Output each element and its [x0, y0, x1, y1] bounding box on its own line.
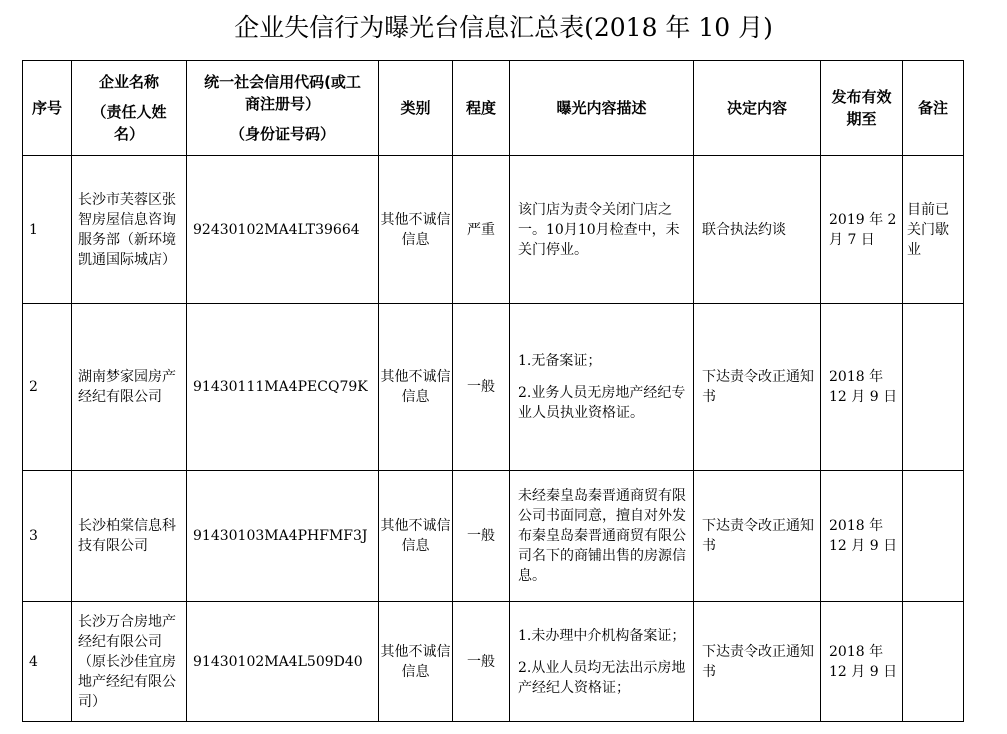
header-code-line2: 商注册号）: [244, 95, 320, 113]
cell-credit-code: 91430103MA4PHFMF3J: [187, 471, 379, 602]
description-paragraph: 1.未办理中介机构备案证；: [518, 627, 686, 644]
cell-category: 其他不诚信信息: [379, 471, 453, 602]
header-row: [23, 61, 964, 156]
header-description: 曝光内容描述: [510, 61, 694, 156]
cell-credit-code: 91430102MA4L509D40: [187, 602, 379, 722]
cell-category: 其他不诚信信息: [379, 156, 453, 304]
header-seq: 序号: [23, 61, 72, 156]
cell-seq: 2: [23, 304, 72, 471]
cell-valid-until: 2019 年 2 月 7 日: [821, 156, 903, 304]
header-category: 类别: [379, 61, 453, 156]
cell-decision: 下达责令改正通知书: [694, 471, 821, 602]
cell-remark: [903, 602, 964, 722]
cell-company: 长沙柏棠信息科技有限公司: [72, 471, 187, 602]
cell-severity: 一般: [453, 602, 510, 722]
cell-severity: 一般: [453, 304, 510, 471]
cell-valid-until: 2018 年 12 月 9 日: [821, 304, 903, 471]
table-row: [23, 602, 964, 722]
header-valid-line2: 期至: [846, 110, 877, 128]
cell-severity: 一般: [453, 471, 510, 602]
cell-seq: 1: [23, 156, 72, 304]
header-code-line1: 统一社会信用代码(或工: [204, 73, 361, 91]
header-valid-until: [821, 61, 903, 156]
table-row: [23, 156, 964, 304]
cell-decision: 联合执法约谈: [694, 156, 821, 304]
cell-company: 湖南梦家园房产经纪有限公司: [72, 304, 187, 471]
cell-company: 长沙万合房地产经纪有限公司（原长沙佳宜房地产经纪有限公司）: [72, 602, 187, 722]
cell-decision: 下达责令改正通知书: [694, 304, 821, 471]
description-paragraph: 该门店为责令关闭门店之一。10月10月检查中，未关门停业。: [518, 201, 680, 258]
cell-seq: 3: [23, 471, 72, 602]
header-company: [72, 61, 187, 156]
header-company-line3: 名）: [113, 125, 144, 143]
cell-category: 其他不诚信信息: [379, 304, 453, 471]
cell-remark: [903, 471, 964, 602]
cell-decision: 下达责令改正通知书: [694, 602, 821, 722]
header-remark: 备注: [903, 61, 964, 156]
cell-remark: 目前已关门歇业: [903, 156, 964, 304]
header-company-line2: （责任人姓: [91, 103, 167, 121]
cell-description: [510, 602, 694, 722]
cell-description: [510, 471, 694, 602]
cell-credit-code: 92430102MA4LT39664: [187, 156, 379, 304]
cell-company: 长沙市芙蓉区张智房屋信息咨询服务部（新环境凯通国际城店）: [72, 156, 187, 304]
header-decision: 决定内容: [694, 61, 821, 156]
cell-credit-code: 91430111MA4PECQ79K: [187, 304, 379, 471]
cell-valid-until: 2018 年 12 月 9 日: [821, 471, 903, 602]
page-title: 企业失信行为曝光台信息汇总表(2018 年 10 月): [234, 13, 773, 42]
header-valid-line1: 发布有效: [831, 88, 892, 106]
description-paragraph: 1.无备案证；: [518, 353, 602, 369]
cell-remark: [903, 304, 964, 471]
cell-description: [510, 304, 694, 471]
cell-valid-until: 2018 年 12 月 9 日: [821, 602, 903, 722]
header-severity: 程度: [453, 61, 510, 156]
cell-category: 其他不诚信信息: [379, 602, 453, 722]
summary-table: [22, 60, 964, 722]
header-company-line1: 企业名称: [98, 73, 159, 91]
description-paragraph: 2.从业人员均无法出示房地产经纪人资格证；: [518, 659, 686, 696]
description-paragraph: 未经秦皇岛秦晋通商贸有限公司书面同意，擅自对外发布秦皇岛秦晋通商贸有限公司名下的商铺出售的房源信息。: [518, 488, 686, 584]
header-code: [187, 61, 379, 156]
description-paragraph: 2.业务人员无房地产经纪专业人员执业资格证。: [518, 385, 686, 421]
table-row: [23, 471, 964, 602]
cell-seq: 4: [23, 602, 72, 722]
header-code-line3: （身份证号码）: [229, 125, 335, 143]
cell-severity: 严重: [453, 156, 510, 304]
cell-description: [510, 156, 694, 304]
table-row: [23, 304, 964, 471]
